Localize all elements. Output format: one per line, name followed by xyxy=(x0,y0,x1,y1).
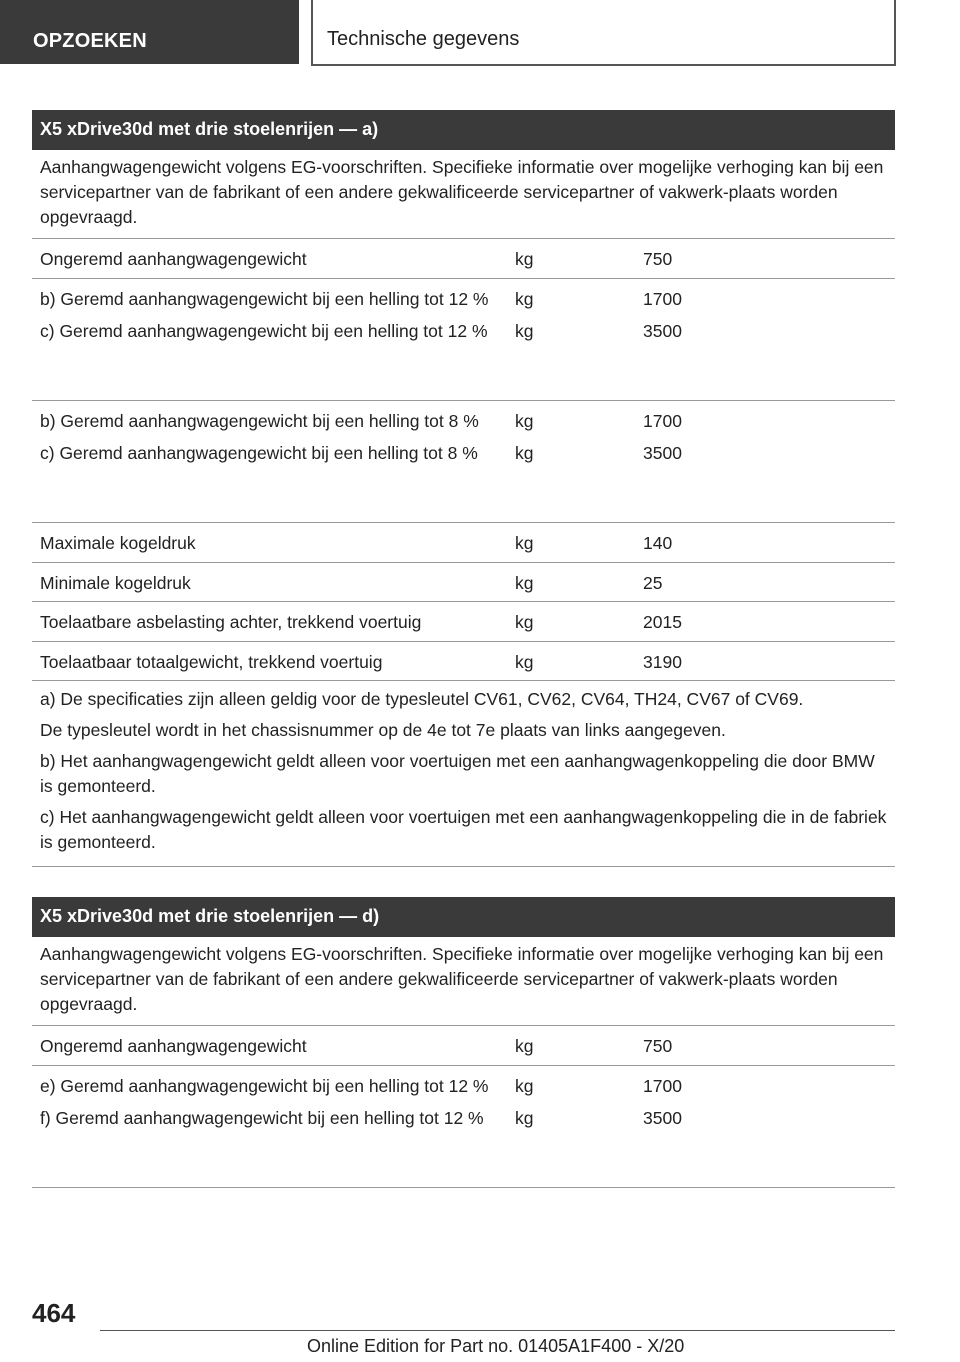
row-value: 3500 xyxy=(643,1108,682,1128)
section-intro: Aanhangwagengewicht volgens EG-voorschriften. Specifieke informatie over mogelijke verhoging kan bij een servicepartner van de fabrikant of een andere gekwalificeerde servicepartner of vakwerk-plaats worden opgevraagd. xyxy=(32,937,895,1026)
row-value: 1700 xyxy=(643,1076,682,1096)
table-row xyxy=(32,279,895,401)
row-value: 750 xyxy=(643,1036,673,1056)
row-label: f) Geremd aanhangwagengewicht bij een helling tot 12 % xyxy=(40,1108,484,1128)
table-row xyxy=(32,239,895,279)
row-label: Toelaatbaar totaalgewicht, trekkend voertuig xyxy=(40,652,383,672)
row-unit: kg xyxy=(515,321,534,341)
row-unit: kg xyxy=(515,411,534,431)
row-unit: kg xyxy=(515,573,534,593)
row-value: 750 xyxy=(643,249,673,269)
table-row xyxy=(32,523,895,563)
row-value: 3500 xyxy=(643,321,682,341)
table-row xyxy=(32,1066,895,1188)
row-unit: kg xyxy=(515,612,534,632)
row-value: 3500 xyxy=(643,443,682,463)
row-label: Minimale kogeldruk xyxy=(40,573,191,593)
row-value: 1700 xyxy=(643,411,682,431)
row-unit: kg xyxy=(515,289,534,309)
row-unit: kg xyxy=(515,1108,534,1128)
row-label: Maximale kogeldruk xyxy=(40,533,196,553)
table-row xyxy=(32,401,895,523)
section-title: X5 xDrive30d met drie stoelenrijen — a) xyxy=(32,110,895,150)
section-tab: OPZOEKEN xyxy=(0,0,299,64)
row-unit: kg xyxy=(515,652,534,672)
row-label: c) Geremd aanhangwagengewicht bij een helling tot 8 % xyxy=(40,443,478,463)
page-number: 464 xyxy=(32,1298,76,1328)
row-unit: kg xyxy=(515,1076,534,1096)
row-label: Toelaatbare asbelasting achter, trekkend voertuig xyxy=(40,612,422,632)
row-label: b) Geremd aanhangwagengewicht bij een helling tot 8 % xyxy=(40,411,479,431)
chapter-tab: Technische gegevens xyxy=(311,0,896,66)
row-label: Ongeremd aanhangwagengewicht xyxy=(40,249,307,269)
row-unit: kg xyxy=(515,443,534,463)
page-header xyxy=(0,0,960,66)
table-row xyxy=(32,563,895,602)
spec-section-d xyxy=(32,897,895,1188)
table-row xyxy=(32,602,895,642)
row-value: 2015 xyxy=(643,612,682,632)
table-row xyxy=(32,1026,895,1066)
row-value: 140 xyxy=(643,533,673,553)
row-unit: kg xyxy=(515,1036,534,1056)
footnote: a) De specificaties zijn alleen geldig voor de typesleutel CV61, CV62, CV64, TH24, CV67 of CV69. xyxy=(40,689,804,709)
footer-divider xyxy=(100,1330,895,1331)
row-value: 1700 xyxy=(643,289,682,309)
row-label: b) Geremd aanhangwagengewicht bij een helling tot 12 % xyxy=(40,289,489,309)
table-row xyxy=(32,642,895,681)
row-label: c) Geremd aanhangwagengewicht bij een helling tot 12 % xyxy=(40,321,488,341)
edition-footer: Online Edition for Part no. 01405A1F400 - X/20 xyxy=(307,1336,685,1356)
section-title: X5 xDrive30d met drie stoelenrijen — d) xyxy=(32,897,895,937)
row-label: e) Geremd aanhangwagengewicht bij een helling tot 12 % xyxy=(40,1076,489,1096)
row-value: 25 xyxy=(643,573,663,593)
row-value: 3190 xyxy=(643,652,682,672)
row-unit: kg xyxy=(515,533,534,553)
footnote: De typesleutel wordt in het chassisnummer op de 4e tot 7e plaats van links aangegeven. xyxy=(40,720,726,740)
footnotes xyxy=(32,681,895,867)
section-intro: Aanhangwagengewicht volgens EG-voorschriften. Specifieke informatie over mogelijke verhoging kan bij een servicepartner van de fabrikant of een andere gekwalificeerde servicepartner of vakwerk-plaats worden opgevraagd. xyxy=(32,150,895,239)
footnote: b) Het aanhangwagengewicht geldt alleen voor voertuigen met een aanhangwagenkoppeling die door BMW is gemonteerd. xyxy=(40,751,875,796)
footnote: c) Het aanhangwagengewicht geldt alleen voor voertuigen met een aanhangwagenkoppeling die in de fabriek is gemonteerd. xyxy=(40,807,887,852)
row-label: Ongeremd aanhangwagengewicht xyxy=(40,1036,307,1056)
row-unit: kg xyxy=(515,249,534,269)
spec-section-a xyxy=(32,110,895,867)
